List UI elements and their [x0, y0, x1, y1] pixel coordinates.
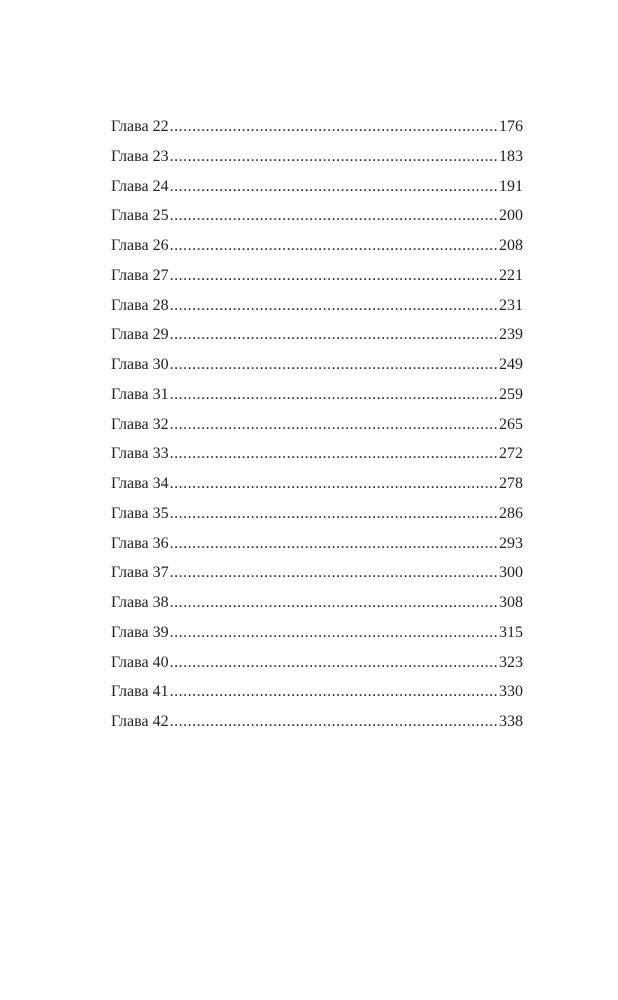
toc-chapter-title: Глава 41 — [111, 683, 169, 701]
toc-entry — [111, 439, 523, 469]
toc-page-number: 330 — [499, 683, 523, 701]
toc-dot-leader — [170, 558, 498, 588]
toc-entry — [111, 112, 523, 142]
toc-chapter-title: Глава 32 — [111, 415, 169, 433]
toc-page-number: 176 — [499, 118, 523, 135]
toc-chapter-title: Глава 36 — [111, 534, 169, 552]
toc-dot-leader — [170, 380, 498, 410]
toc-page-number: 308 — [499, 594, 523, 611]
toc-dot-leader — [170, 707, 498, 737]
toc-dot-leader — [170, 231, 498, 261]
toc-entry — [111, 320, 523, 350]
toc-entry — [111, 588, 523, 618]
toc-dot-leader — [170, 469, 498, 499]
toc-entry — [111, 648, 523, 678]
toc-dot-leader — [170, 172, 498, 202]
table-of-contents — [111, 112, 523, 737]
toc-dot-leader — [170, 320, 498, 350]
toc-page-number: 259 — [499, 385, 523, 403]
toc-page-number: 272 — [499, 445, 523, 463]
toc-dot-leader — [170, 618, 498, 648]
toc-entry — [111, 350, 523, 380]
toc-chapter-title: Глава 29 — [111, 326, 169, 344]
toc-page-number: 191 — [499, 177, 523, 195]
toc-entry — [111, 410, 523, 440]
toc-page-number: 278 — [499, 475, 523, 492]
toc-chapter-title: Глава 40 — [111, 653, 169, 671]
toc-chapter-title: Глава 35 — [111, 504, 169, 522]
toc-chapter-title: Глава 37 — [111, 564, 169, 582]
toc-dot-leader — [170, 588, 498, 618]
toc-dot-leader — [170, 439, 498, 469]
toc-entry — [111, 677, 523, 707]
toc-page-number: 286 — [499, 504, 523, 522]
toc-entry — [111, 142, 523, 172]
toc-page-number: 265 — [499, 415, 523, 433]
toc-chapter-title: Глава 25 — [111, 207, 169, 225]
toc-page-number: 208 — [499, 237, 523, 254]
toc-dot-leader — [170, 142, 498, 172]
toc-dot-leader — [170, 350, 498, 380]
toc-page-number: 183 — [499, 147, 523, 165]
toc-entry — [111, 172, 523, 202]
toc-chapter-title: Глава 30 — [111, 356, 169, 373]
toc-page-number: 300 — [499, 564, 523, 582]
toc-chapter-title: Глава 33 — [111, 445, 169, 463]
toc-chapter-title: Глава 22 — [111, 118, 169, 135]
toc-dot-leader — [170, 410, 498, 440]
toc-entry — [111, 201, 523, 231]
toc-dot-leader — [170, 201, 498, 231]
toc-page-number: 239 — [499, 326, 523, 344]
toc-page-number: 338 — [499, 713, 523, 730]
toc-page-number: 323 — [499, 653, 523, 671]
toc-page-number: 249 — [499, 356, 523, 373]
toc-dot-leader — [170, 291, 498, 321]
toc-dot-leader — [170, 112, 498, 142]
toc-chapter-title: Глава 31 — [111, 385, 169, 403]
toc-entry — [111, 469, 523, 499]
toc-entry — [111, 231, 523, 261]
toc-page-number: 231 — [499, 296, 523, 314]
toc-entry — [111, 558, 523, 588]
toc-dot-leader — [170, 529, 498, 559]
toc-page-number: 221 — [499, 266, 523, 284]
toc-entry — [111, 618, 523, 648]
toc-chapter-title: Глава 39 — [111, 623, 169, 641]
toc-entry — [111, 291, 523, 321]
toc-entry — [111, 261, 523, 291]
toc-entry — [111, 499, 523, 529]
toc-page-number: 200 — [499, 207, 523, 225]
toc-chapter-title: Глава 27 — [111, 266, 169, 284]
toc-entry — [111, 529, 523, 559]
toc-dot-leader — [170, 261, 498, 291]
toc-page-number: 315 — [499, 623, 523, 641]
toc-dot-leader — [170, 677, 498, 707]
toc-chapter-title: Глава 38 — [111, 594, 169, 611]
toc-page-number: 293 — [499, 534, 523, 552]
toc-entry — [111, 380, 523, 410]
toc-chapter-title: Глава 34 — [111, 475, 169, 492]
toc-chapter-title: Глава 23 — [111, 147, 169, 165]
toc-chapter-title: Глава 26 — [111, 237, 169, 254]
toc-entry — [111, 707, 523, 737]
toc-dot-leader — [170, 648, 498, 678]
toc-chapter-title: Глава 24 — [111, 177, 169, 195]
toc-chapter-title: Глава 42 — [111, 713, 169, 730]
toc-chapter-title: Глава 28 — [111, 296, 169, 314]
toc-dot-leader — [170, 499, 498, 529]
